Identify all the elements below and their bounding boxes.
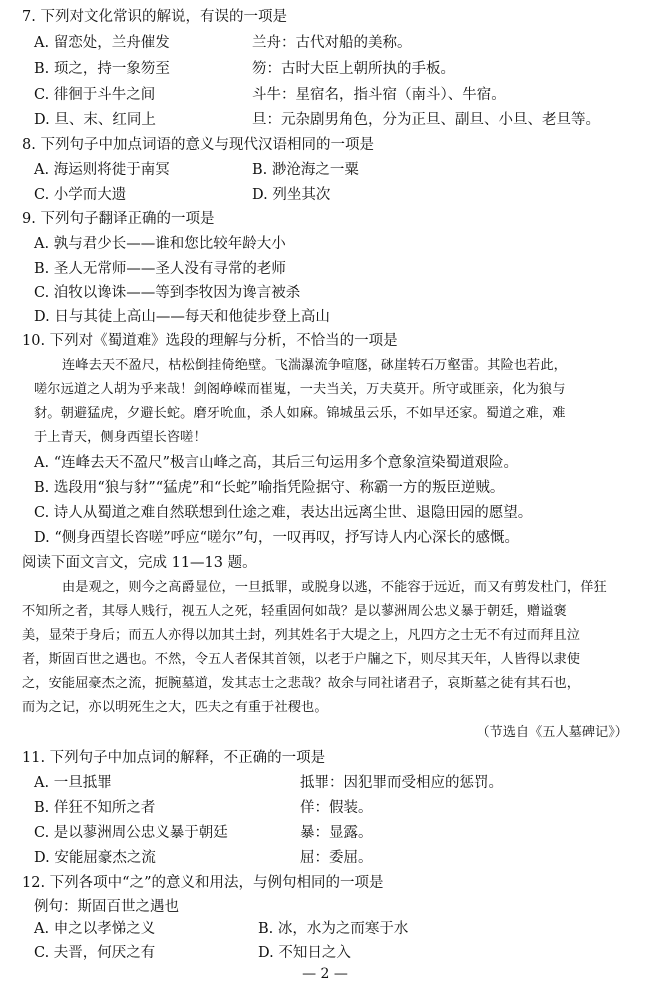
q12-option-b: B. 冰，水为之而寒于水	[258, 921, 409, 937]
q7-option-d-note: 旦：元杂剧男角色，分为正旦、副旦、小旦、老旦等。	[252, 112, 600, 128]
q7-option-a-note: 兰舟：古代对船的美称。	[252, 35, 412, 51]
reading-passage-line: 由是观之，则今之高爵显位，一旦抵罪，或脱身以逃，不能容于远近，而又有剪发杜门，佯狂	[62, 580, 607, 595]
q10-option-c: C. 诗人从蜀道之难自然联想到仕途之难，表达出远离尘世、退隐田园的愿望。	[34, 505, 533, 521]
q10-passage-line: 嗟尔远道之人胡为乎来哉！剑阁峥嵘而崔嵬，一夫当关，万夫莫开。所守或匪亲，化为狼与	[34, 382, 566, 397]
q9-stem: 9. 下列句子翻译正确的一项是	[22, 211, 215, 227]
q10-option-a: A. “连峰去天不盈尺”极言山峰之高，其后三句运用多个意象渲染蜀道艰险。	[34, 455, 519, 471]
q7-option-b: B. 顼之，持一象笏至	[34, 61, 170, 77]
q8-stem: 8. 下列句子中加点词语的意义与现代汉语相同的一项是	[22, 137, 374, 153]
q7-option-a: A. 留恋处，兰舟催发	[34, 35, 170, 51]
q11-option-b-note: 佯：假装。	[300, 800, 373, 816]
q12-option-a: A. 申之以孝悌之义	[34, 921, 156, 937]
q11-option-c: C. 是以蓼洲周公忠义暴于朝廷	[34, 825, 228, 841]
reading-intro: 阅读下面文言文，完成 11—13 题。	[22, 555, 257, 571]
q10-passage-line: 连峰去天不盈尺，枯松倒挂倚绝壁。飞湍瀑流争喧豗，砯崖转石万壑雷。其险也若此，	[62, 358, 567, 373]
q12-stem: 12. 下列各项中“之”的意义和用法，与例句相同的一项是	[22, 875, 384, 891]
q7-option-b-note: 笏：古时大臣上朝所执的手板。	[252, 61, 455, 77]
q12-example: 例句：斯固百世之遇也	[34, 899, 179, 915]
q11-stem: 11. 下列句子中加点词的解释，不正确的一项是	[22, 750, 326, 766]
q10-passage-line: 于上青天，侧身西望长咨嗟！	[34, 430, 207, 445]
q7-option-c: C. 徘徊于斗牛之间	[34, 87, 156, 103]
q11-option-b: B. 佯狂不知所之者	[34, 800, 156, 816]
page-number: — 2 —	[302, 966, 348, 982]
reading-passage-line: 之，安能屈豪杰之流，扼腕墓道，发其志士之悲哉？故余与同社诸君子，哀斯墓之徒有其石也，	[22, 676, 581, 691]
q8-option-b: B. 渺沧海之一粟	[252, 162, 359, 178]
q10-option-b: B. 选段用“狼与豺”“猛虎”和“长蛇”喻指凭险据守、称霸一方的叛臣逆贼。	[34, 480, 505, 496]
reading-source: （节选自《五人墓碑记》）	[476, 725, 628, 740]
reading-passage-line: 不知所之者，其辱人贱行，视五人之死，轻重固何如哉？是以蓼洲周公忠义暴于朝廷，赠谥褒	[22, 604, 567, 619]
q8-option-c: C. 小学而大遗	[34, 187, 127, 203]
q11-option-a: A. 一旦抵罪	[34, 775, 112, 791]
q12-option-c: C. 夫晋，何厌之有	[34, 945, 156, 961]
reading-passage-line: 美，显荣于身后；而五人亦得以加其土封，列其姓名于大堤之上，凡四方之士无不有过而拜且泣	[22, 628, 581, 643]
q11-option-a-note: 抵罪：因犯罪而受相应的惩罚。	[300, 775, 503, 791]
q7-option-c-note: 斗牛：星宿名，指斗宿（南斗）、牛宿。	[252, 87, 506, 103]
q10-passage-line: 豺。朝避猛虎，夕避长蛇。磨牙吮血，杀人如麻。锦城虽云乐，不如早还家。蜀道之难，难	[34, 406, 566, 421]
q9-option-a: A. 孰与君少长——谁和您比较年龄大小	[34, 236, 286, 252]
q9-option-b: B. 圣人无常师——圣人没有寻常的老师	[34, 261, 286, 277]
q10-stem: 10. 下列对《蜀道难》选段的理解与分析，不恰当的一项是	[22, 333, 398, 349]
reading-passage-line: 者，斯固百世之遇也。不然，令五人者保其首领，以老于户牖之下，则尽其天年，人皆得以隶使	[22, 652, 581, 667]
q11-option-c-note: 暴：显露。	[300, 825, 373, 841]
q11-option-d-note: 屈：委屈。	[300, 850, 373, 866]
reading-passage-line: 而为之记，亦以明死生之大，匹夫之有重于社稷也。	[22, 700, 328, 715]
q10-option-d: D. “侧身西望长咨嗟”呼应“嗟尔”句，一叹再叹，抒写诗人内心深长的感慨。	[34, 530, 519, 546]
q9-option-c: C. 洎牧以谗诛——等到李牧因为谗言被杀	[34, 285, 301, 301]
q12-option-d: D. 不知日之入	[258, 945, 351, 961]
q8-option-d: D. 列坐其次	[252, 187, 331, 203]
q9-option-d: D. 日与其徒上高山——每天和他徒步登上高山	[34, 309, 330, 325]
q11-option-d: D. 安能屈豪杰之流	[34, 850, 156, 866]
q8-option-a: A. 海运则将徙于南冥	[34, 162, 170, 178]
q7-option-d: D. 旦、末、红同上	[34, 112, 156, 128]
q7-stem: 7. 下列对文化常识的解说，有误的一项是	[22, 9, 287, 25]
